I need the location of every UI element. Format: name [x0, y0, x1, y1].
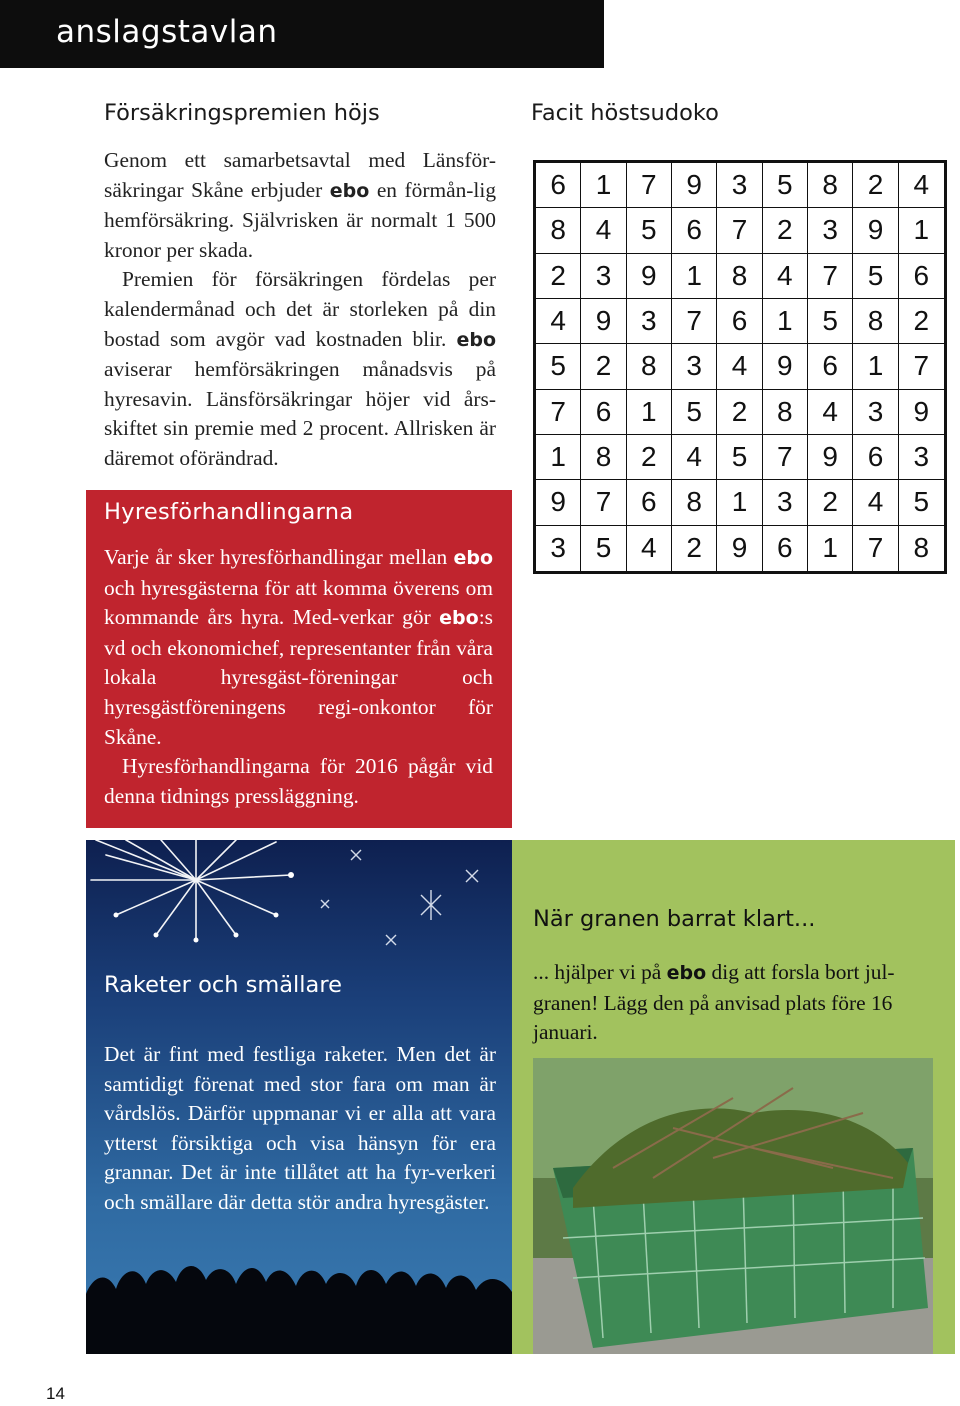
christmas-tree-body [533, 958, 933, 1048]
sudoku-cell: 9 [763, 344, 808, 389]
negotiations-body [104, 543, 493, 811]
fireworks-body [104, 1040, 496, 1218]
insurance-paragraph-1 [104, 146, 496, 265]
sudoku-cell: 7 [627, 163, 672, 208]
sudoku-cell: 9 [627, 254, 672, 299]
sudoku-cell: 7 [536, 390, 581, 435]
sudoku-cell: 1 [536, 435, 581, 480]
sudoku-cell: 4 [853, 480, 898, 525]
sudoku-cell: 4 [581, 208, 626, 253]
sudoku-cell: 6 [899, 254, 944, 299]
sudoku-cell: 9 [899, 390, 944, 435]
sudoku-cell: 5 [899, 480, 944, 525]
insurance-body [104, 146, 496, 474]
section-title: anslagstavlan [56, 14, 278, 50]
sudoku-cell: 3 [672, 344, 717, 389]
sudoku-cell: 4 [627, 526, 672, 571]
fireworks-paragraph: Det är fint med festliga raketer. Men det är samtidigt förenat med stor fara om man är vårdslös. Därför uppmanar vi er alla att vara ytterst försiktiga och visa hänsyn för era grannar. Det är inte tillåtet att ha fyr-verkeri och smällare där detta stör andra hyresgäster. [104, 1042, 496, 1214]
text-span: Genom ett samarbetsavtal med Länsför-säkringar Skåne erbjuder [104, 148, 496, 202]
christmas-tree-paragraph [533, 958, 933, 1048]
sudoku-cell: 7 [808, 254, 853, 299]
sudoku-cell: 3 [627, 299, 672, 344]
text-span: Premien för försäkringen fördelas per kalendermånad och det är storleken på din bostad som avgör vad kostnaden blir. [104, 267, 496, 351]
sudoku-cell: 4 [808, 390, 853, 435]
sudoku-cell: 6 [853, 435, 898, 480]
sudoku-cell: 3 [853, 390, 898, 435]
sudoku-cell: 1 [808, 526, 853, 571]
sudoku-cell: 4 [763, 254, 808, 299]
sudoku-cell: 8 [808, 163, 853, 208]
sudoku-cell: 6 [717, 299, 762, 344]
fireworks-heading: Raketer och smällare [104, 972, 342, 998]
sudoku-cell: 9 [808, 435, 853, 480]
sudoku-cell: 1 [627, 390, 672, 435]
sudoku-cell: 8 [913, 532, 930, 564]
sudoku-cell: 3 [536, 526, 581, 571]
sudoku-cell: 3 [899, 435, 944, 480]
sudoku-cell: 2 [808, 480, 853, 525]
sudoku-cell: 6 [627, 480, 672, 525]
sudoku-heading: Facit höstsudoko [531, 100, 719, 126]
sudoku-cell: 7 [853, 526, 898, 571]
sudoku-cell: 3 [717, 163, 762, 208]
fireworks-burst-illustration [86, 840, 512, 970]
insurance-heading: Försäkringspremien höjs [104, 100, 380, 126]
ebo-logo-text: ebo [453, 547, 493, 569]
green-waste-container-image [533, 1058, 933, 1354]
sudoku-cell: 8 [536, 208, 581, 253]
header-bar [0, 0, 604, 68]
sudoku-cell: 9 [672, 163, 717, 208]
sudoku-cell: 6 [763, 526, 808, 571]
sudoku-cell: 2 [581, 344, 626, 389]
page-number: 14 [46, 1384, 65, 1403]
sudoku-grid [533, 160, 947, 574]
sudoku-cell: 8 [627, 344, 672, 389]
text-span: en förmån-lig hemförsäkring. Självrisken är normalt 1 500 kronor per skada. [104, 177, 497, 262]
sudoku-cell: 5 [581, 526, 626, 571]
negotiations-heading: Hyresförhandlingarna [104, 499, 354, 525]
sudoku-cell: 2 [899, 299, 944, 344]
sudoku-cell: 7 [717, 208, 762, 253]
sudoku-cell: 3 [808, 208, 853, 253]
text-span: Varje år sker hyresförhandlingar mellan [104, 545, 454, 569]
sudoku-cell: 6 [672, 208, 717, 253]
sudoku-cell: 5 [672, 390, 717, 435]
sudoku-cell: 7 [581, 480, 626, 525]
sudoku-cell: 5 [717, 435, 762, 480]
text-span: ... hjälper vi på [533, 960, 667, 984]
sudoku-cell: 6 [581, 390, 626, 435]
sudoku-cell: 4 [672, 435, 717, 480]
text-span: dig att forsla bort jul-granen! Lägg den på anvisad plats före 16 januari. [533, 960, 895, 1045]
sudoku-cell: 4 [899, 163, 944, 208]
sudoku-cell: 8 [672, 480, 717, 525]
sudoku-cell: 8 [581, 435, 626, 480]
sudoku-cell: 2 [763, 208, 808, 253]
sudoku-cell: 9 [536, 480, 581, 525]
sudoku-cell: 2 [672, 526, 717, 571]
sudoku-cell: 5 [853, 254, 898, 299]
sudoku-cell: 7 [672, 299, 717, 344]
sudoku-cell: 1 [763, 299, 808, 344]
christmas-tree-heading: När granen barrat klart... [533, 906, 816, 932]
sudoku-cell: 9 [853, 208, 898, 253]
negotiations-paragraph-1 [104, 543, 493, 752]
sudoku-cell: 4 [536, 299, 581, 344]
ebo-logo-text: ebo [666, 962, 707, 984]
sudoku-cell: 5 [627, 208, 672, 253]
sudoku-cell: 7 [763, 435, 808, 480]
sudoku-cell: 2 [853, 163, 898, 208]
insurance-paragraph-2 [104, 265, 496, 473]
sudoku-cell: 5 [536, 344, 581, 389]
sudoku-cell: 1 [672, 254, 717, 299]
container-photo [533, 1058, 933, 1354]
ebo-logo-text: ebo [329, 179, 370, 202]
sudoku-cell: 8 [717, 254, 762, 299]
sudoku-cell: 1 [899, 208, 944, 253]
sudoku-cell: 6 [536, 163, 581, 208]
sudoku-cell: 4 [717, 344, 762, 389]
sudoku-cell: 2 [536, 254, 581, 299]
ebo-logo-text: ebo [439, 607, 479, 630]
sudoku-cell: 1 [581, 163, 626, 208]
sudoku-cell: 8 [763, 390, 808, 435]
sudoku-cell: 5 [763, 163, 808, 208]
negotiations-paragraph-2: Hyresförhandlingarna för 2016 pågår vid denna tidnings pressläggning. [104, 754, 493, 808]
sudoku-cell: 9 [581, 299, 626, 344]
sudoku-cell: 1 [853, 344, 898, 389]
sudoku-cell: 3 [763, 480, 808, 525]
sudoku-cell: 2 [627, 435, 672, 480]
sudoku-cell: 6 [808, 344, 853, 389]
sudoku-cell: 5 [808, 299, 853, 344]
sudoku-cell: 8 [853, 299, 898, 344]
fireworks-box [86, 840, 512, 1354]
crowd-silhouette-illustration [86, 1234, 512, 1354]
christmas-tree-box [512, 840, 955, 1354]
text-span: och hyresgästerna för att komma överens om kommande års hyra. Med-verkar gör [104, 575, 493, 630]
sudoku-cell: 9 [717, 526, 762, 571]
sudoku-cell: 7 [899, 344, 944, 389]
text-span: :s vd och ekonomichef, representanter från våra lokala hyresgäst-föreningar och hyresgästföreningens regi-onkontor för Skåne. [104, 605, 493, 749]
negotiations-box [86, 490, 512, 828]
sudoku-cell: 3 [581, 254, 626, 299]
sudoku-cell: 1 [717, 480, 762, 525]
ebo-logo-text: ebo [456, 328, 496, 351]
text-span: aviserar hemförsäkringen månadsvis på hyresavin. Länsförsäkringar höjer vid års-skiftet sin premie med 2 procent. Allrisken är däremot oförändrad. [104, 357, 496, 470]
sudoku-cell: 2 [717, 390, 762, 435]
